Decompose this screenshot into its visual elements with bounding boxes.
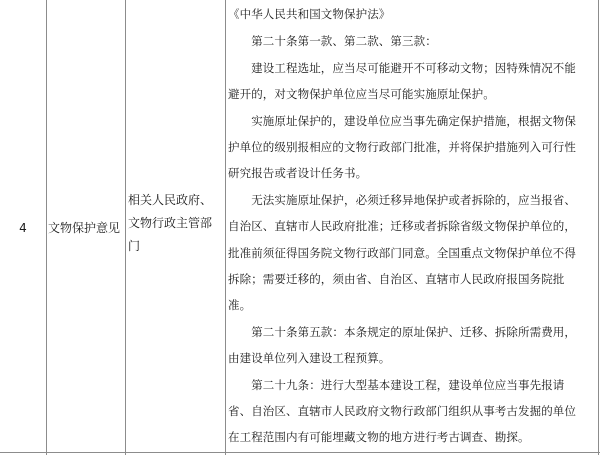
column-divider <box>225 0 226 455</box>
item-name-cell <box>48 0 126 455</box>
legal-basis-cell <box>228 0 596 455</box>
law-text-line: 准。 <box>228 298 252 312</box>
row-number: 4 <box>19 220 27 235</box>
law-text-line: 自治区、直辖市人民政府批准；迁移或者拆除省级文物保护单位的， <box>228 219 576 233</box>
law-text-line: 第二十条第五款：本条规定的原址保护、迁移、拆除所需费用， <box>228 325 576 339</box>
law-text-line: 无法实施原址保护，必须迁移异地保护或者拆除的，应当报省、 <box>228 193 576 207</box>
column-divider <box>46 0 47 455</box>
item-name: 文物保护意见 <box>48 221 121 235</box>
department-text <box>128 189 212 258</box>
row-number-cell <box>0 0 46 455</box>
column-divider <box>598 0 599 455</box>
law-text-line: 拆除；需要迁移的，须由省、自治区、直辖市人民政府报国务院批 <box>228 272 565 286</box>
law-title: 《中华人民共和国文物保护法》 <box>228 7 391 21</box>
department-line: 文物行政主管部 <box>128 216 213 230</box>
law-text-line: 实施原址保护的，建设单位应当事先确定保护措施，根据文物保 <box>228 114 576 128</box>
law-text-line: 避开的，对文物保护单位应当尽可能实施原址保护。 <box>228 87 495 101</box>
law-text-line: 研究报告或者设计任务书。 <box>228 166 368 180</box>
department-line: 相关人民政府、 <box>128 193 213 207</box>
law-text-line: 在工程范围内有可能埋藏文物的地方进行考古调查、勘探。 <box>228 430 530 444</box>
department-line: 门 <box>128 239 141 253</box>
law-text-line: 省、自治区、直辖市人民政府文物行政部门组织从事考古发掘的单位 <box>228 404 576 418</box>
law-text-line: 由建设单位列入建设工程预算。 <box>228 351 391 365</box>
law-text-line: 护单位的级别报相应的文物行政部门批准，并将保护措施列入可行性 <box>228 140 576 154</box>
law-text-line: 第二十条第一款、第二款、第三款： <box>228 34 437 48</box>
department-cell <box>128 0 224 455</box>
law-text-line: 第二十九条：进行大型基本建设工程，建设单位应当事先报请 <box>228 378 565 392</box>
law-text-line: 建设工程选址，应当尽可能避开不可移动文物；因特殊情况不能 <box>228 61 576 75</box>
law-text-line: 批准前须征得国务院文物行政部门同意。全国重点文物保护单位不得 <box>228 246 576 260</box>
